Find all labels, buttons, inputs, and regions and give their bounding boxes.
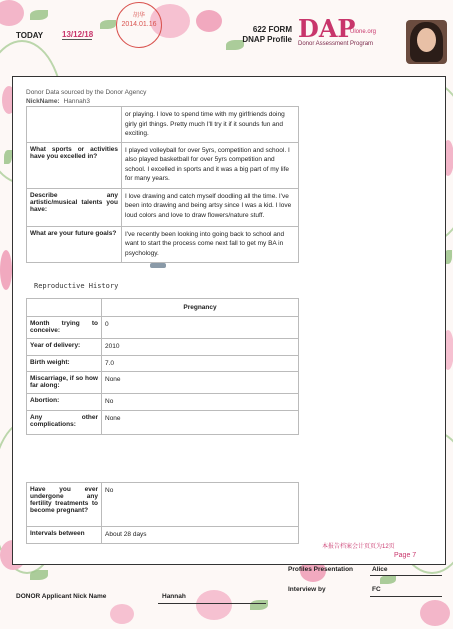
pregnancy-header: Pregnancy xyxy=(102,299,299,317)
answer-cell: I played volleyball for over 5yrs, competition and school. I also played basketball for over 5yrs competition and school. I excelled in sports and it was a big part of my life for many years. xyxy=(122,142,299,188)
reproductive-history-title: Reproductive History xyxy=(34,282,119,290)
interests-table xyxy=(26,106,299,263)
donor-avatar xyxy=(406,20,447,64)
fertility-table xyxy=(26,482,299,544)
question-cell: Month trying to conceive: xyxy=(27,317,102,339)
applicant-nick-value: Hannah xyxy=(162,593,186,600)
page-count-note: 本报告档案会计页页为12页 xyxy=(322,544,395,550)
document-page xyxy=(20,82,440,554)
dap-logo xyxy=(298,14,402,47)
answer-cell: 7.0 xyxy=(102,355,299,372)
question-cell: Any other complications: xyxy=(27,410,102,434)
question-cell: What are your future goals? xyxy=(27,226,122,262)
table-row xyxy=(27,107,299,143)
answer-cell: or playing. I love to spend time with my girlfriends doing girly girl things. Pretty much I'll try it if it sounds fun and exciting. xyxy=(122,107,299,143)
question-cell: Have you ever undergone any fertility treatments to become pregnant? xyxy=(27,483,102,527)
logo-domain: Ulone.org xyxy=(350,29,377,35)
question-cell: What sports or activities have you excelled in? xyxy=(27,142,122,188)
pregnancy-table xyxy=(26,298,299,435)
today-date: 13/12/18 xyxy=(62,30,94,39)
presentation-underline xyxy=(370,575,442,576)
interview-label: Interview by xyxy=(288,586,326,593)
table-header-row xyxy=(27,299,299,317)
answer-cell: None xyxy=(102,372,299,394)
question-cell: Intervals between xyxy=(27,527,102,544)
form-number: 622 FORM xyxy=(252,25,292,34)
answer-cell: About 28 days xyxy=(102,527,299,544)
table-row xyxy=(27,226,299,262)
official-stamp xyxy=(116,2,162,48)
table-row xyxy=(27,527,299,544)
presentation-value: Alice xyxy=(372,566,388,573)
answer-cell: None xyxy=(102,410,299,434)
form-profile: DNAP Profile xyxy=(242,35,292,44)
empty-header xyxy=(27,299,102,317)
answer-cell: 2010 xyxy=(102,339,299,356)
logo-subtitle: Donor Assessment Program xyxy=(298,41,374,47)
question-cell: Describe any artistic/musical talents you have: xyxy=(27,188,122,226)
stamp-date: 2014.01.16 xyxy=(121,21,157,28)
stamp-name: 胡华 xyxy=(132,13,145,19)
answer-cell: I've recently been looking into going back to school and want to start the process come next fall to get my BA in psychology. xyxy=(122,226,299,262)
question-cell: Abortion: xyxy=(27,394,102,411)
presentation-label: Profiles Presentation xyxy=(288,566,354,573)
answer-cell: 0 xyxy=(102,317,299,339)
table-row xyxy=(27,188,299,226)
form-title xyxy=(232,25,292,45)
table-row xyxy=(27,355,299,372)
table-row xyxy=(27,410,299,434)
table-row xyxy=(27,372,299,394)
answer-cell: I love drawing and catch myself doodling all the time. I've been into drawing and being artsy since I was a kid. I love loud colors and love to draw flowers/nature stuff. xyxy=(122,188,299,226)
interview-underline xyxy=(370,596,442,597)
logo-text: DAP xyxy=(298,14,356,43)
applicant-nick-underline xyxy=(158,603,266,604)
question-cell: Birth weight: xyxy=(27,355,102,372)
table-row xyxy=(27,317,299,339)
question-cell: Year of delivery: xyxy=(27,339,102,356)
question-cell: Miscarriage, if so how far along: xyxy=(27,372,102,394)
question-cell xyxy=(27,107,122,143)
table-row xyxy=(27,483,299,527)
table-row xyxy=(27,142,299,188)
table-row xyxy=(27,394,299,411)
nickname-label: NickName: xyxy=(26,98,60,105)
today-label: TODAY xyxy=(16,31,44,40)
interview-value: FC xyxy=(372,586,381,593)
nickname-row xyxy=(26,98,90,105)
applicant-nick-label: DONOR Applicant Nick Name xyxy=(16,593,107,600)
page-number: Page 7 xyxy=(394,552,417,559)
table-row xyxy=(27,339,299,356)
sourced-note: Donor Data sourced by the Donor Agency xyxy=(26,89,147,96)
section-divider xyxy=(150,263,166,268)
nickname-value: Hannah3 xyxy=(63,98,90,105)
answer-cell: No xyxy=(102,483,299,527)
answer-cell: No xyxy=(102,394,299,411)
